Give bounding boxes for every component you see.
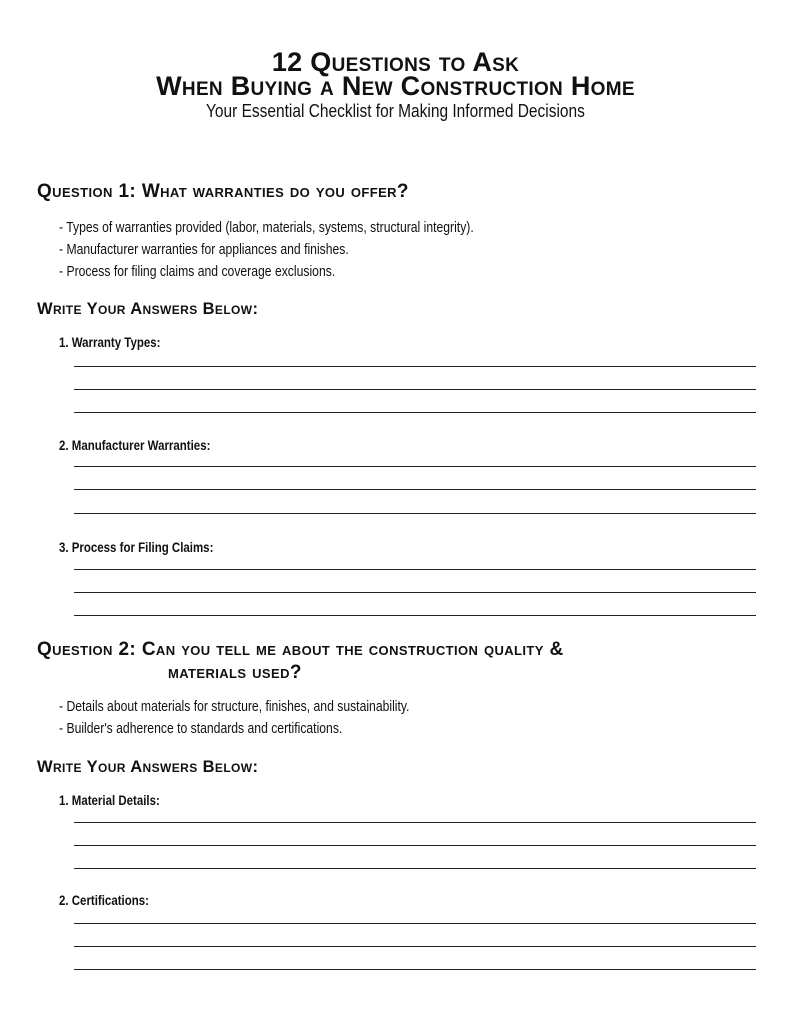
question-1-bullet: - Types of warranties provided (labor, materials, systems, structural integrity). [59,220,474,236]
question-1-write-answers-heading: Write Your Answers Below: [37,300,259,318]
answer-line[interactable] [74,513,756,514]
answer-line[interactable] [74,868,756,869]
question-1-bullet: - Manufacturer warranties for appliances and finishes. [59,242,349,258]
answer-line[interactable] [74,592,756,593]
document-title-line-2: When Buying a New Construction Home [156,71,635,101]
question-1-bullet: - Process for filing claims and coverage exclusions. [59,264,336,280]
question-2-bullet: - Builder's adherence to standards and certifications. [59,721,343,737]
answer-label-process-for-filing-claims: 3. Process for Filing Claims: [59,539,214,555]
question-2-bullet: - Details about materials for structure, finishes, and sustainability. [59,699,410,715]
answer-label-manufacturer-warranties: 2. Manufacturer Warranties: [59,437,211,453]
answer-line[interactable] [74,615,756,616]
document-subtitle: Your Essential Checklist for Making Informed Decisions [206,101,585,121]
question-2-write-answers-heading: Write Your Answers Below: [37,758,259,776]
question-2-heading-line-2: materials used? [168,662,302,683]
answer-line[interactable] [74,969,756,970]
answer-line[interactable] [74,412,756,413]
answer-label-warranty-types: 1. Warranty Types: [59,334,161,350]
answer-line[interactable] [74,466,756,467]
answer-line[interactable] [74,489,756,490]
answer-label-material-details: 1. Material Details: [59,792,160,808]
document-title-line-1: 12 Questions to Ask [271,47,520,77]
answer-line[interactable] [74,366,756,367]
question-2-heading-line-1: Question 2: Can you tell me about the construction quality & [37,639,564,660]
question-1-heading: Question 1: What warranties do you offer? [37,181,409,202]
answer-line[interactable] [74,569,756,570]
answer-line[interactable] [74,822,756,823]
answer-line[interactable] [74,923,756,924]
answer-line[interactable] [74,946,756,947]
answer-label-certifications: 2. Certifications: [59,892,149,908]
answer-line[interactable] [74,845,756,846]
answer-line[interactable] [74,389,756,390]
